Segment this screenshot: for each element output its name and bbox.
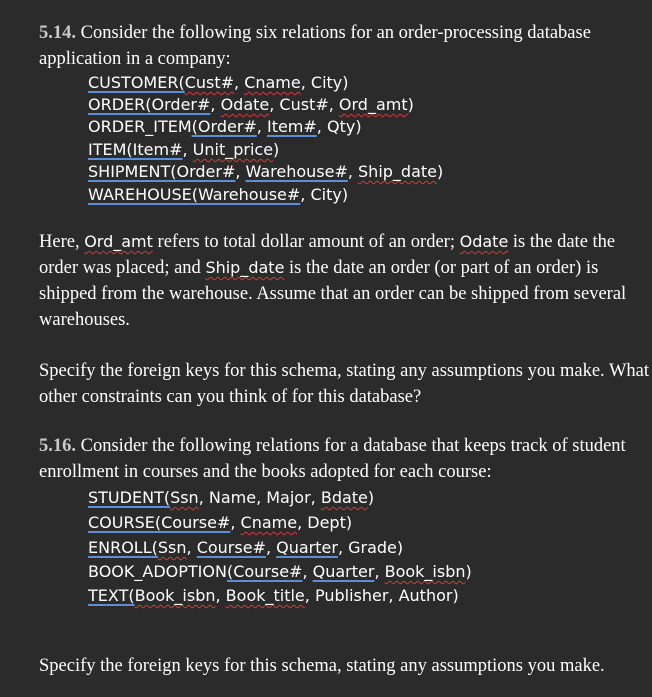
attr: Cust# [184,73,235,92]
attr: Author [398,586,453,605]
relation-name: ENROLL [88,538,152,557]
relation-shipment: SHIPMENT(Order#, Warehouse#, Ship_date) [88,162,444,181]
attr: Name [208,488,257,507]
relation-book-adoption: BOOK_ADOPTION(Course#, Quarter, Book_isbn) [88,562,472,581]
attr: Order# [176,162,236,181]
relation-order-item: ORDER_ITEM(Order#, Item#, Qty) [88,117,362,136]
attr: Ssn [157,538,187,557]
attr: Unit_price [192,140,274,159]
q514-intro-line1 [39,22,591,44]
relation-name: TEXT [88,586,129,605]
attr: Order# [151,95,211,114]
attr: Warehouse# [197,185,301,204]
attr: Book_isbn [384,562,466,581]
attr: Grade [348,538,397,557]
attr: Ship_date [358,162,437,181]
attr: Book_title [225,586,305,605]
attr: Ssn [170,488,199,507]
attr: Order# [197,117,257,136]
q514-para1-line1: Here, Ord_amt refers to total dollar amount of an order; Odate is the date the [39,232,616,252]
relation-student: STUDENT(Ssn, Name, Major, Bdate) [88,488,375,507]
attr: City [310,73,343,92]
attr: Publisher [314,586,389,605]
q514-para1-line4: warehouses. [39,310,130,330]
relation-name: SHIPMENT [88,162,171,181]
relation-customer: CUSTOMER(Cust#, Cname, City) [88,73,349,92]
attr: Cname [240,513,298,532]
relation-order: ORDER(Order#, Odate, Cust#, Ord_amt) [88,95,414,114]
attr: Course# [233,562,303,581]
attr: Cname [244,73,301,92]
relation-name: ORDER_ITEM [88,117,192,136]
attr: Qty [326,117,356,136]
attr: Bdate [320,488,368,507]
q514-para1-line3: shipped from the warehouse. Assume that an order can be shipped from several [39,284,627,304]
term-odate: Odate [459,232,509,251]
relation-name: ITEM [88,140,127,159]
attr: Item# [132,140,183,159]
q516-number: 5.16. [39,436,76,456]
attr: Course# [161,513,231,532]
q516-intro-text: Consider the following relations for a database that keeps track of student [80,436,626,456]
attr: Quarter [312,562,375,581]
relation-item: ITEM(Item#, Unit_price) [88,140,280,159]
relation-name: ORDER [88,95,146,114]
relation-warehouse: WAREHOUSE(Warehouse#, City) [88,185,349,204]
attr: Item# [266,117,317,136]
q514-number: 5.14. [39,23,76,43]
relation-text: TEXT(Book_isbn, Book_title, Publisher, Author) [88,586,459,605]
attr: Odate [220,95,270,114]
attr: Cust# [279,95,329,114]
term-ship-date: Ship_date [205,258,285,277]
q514-para1-line2: order was placed; and Ship_date is the date an order (or part of an order) is [39,258,599,278]
relation-name: CUSTOMER [88,73,179,92]
q514-para2-line1: Specify the foreign keys for this schema, stating any assumptions you make. What [39,361,650,381]
q514-intro-text: Consider the following six relations for an order-processing database [80,23,591,43]
relation-name: BOOK_ADOPTION [88,562,227,581]
relation-name: WAREHOUSE [88,185,192,204]
q516-closing: Specify the foreign keys for this schema, stating any assumptions you make. [39,656,605,676]
relation-course: COURSE(Course#, Cname, Dept) [88,513,353,532]
q514-intro-line2: application in a company: [39,49,231,69]
attr: Course# [196,538,266,557]
relation-name: COURSE [88,513,155,532]
q514-para2-line2: other constraints can you think of for this database? [39,387,422,407]
q516-intro-line1 [39,435,626,457]
attr: Quarter [276,538,338,557]
q516-intro-line2: enrollment in courses and the books adopted for each course: [39,462,492,482]
term-ord-amt: Ord_amt [84,232,153,251]
attr: City [310,185,342,204]
attr: Warehouse# [245,162,348,181]
attr: Book_isbn [134,586,216,605]
relation-name: STUDENT [88,488,164,507]
attr: Dept [307,513,346,532]
relation-enroll: ENROLL(Ssn, Course#, Quarter, Grade) [88,538,404,557]
attr: Major [266,488,311,507]
attr: Ord_amt [338,95,408,114]
